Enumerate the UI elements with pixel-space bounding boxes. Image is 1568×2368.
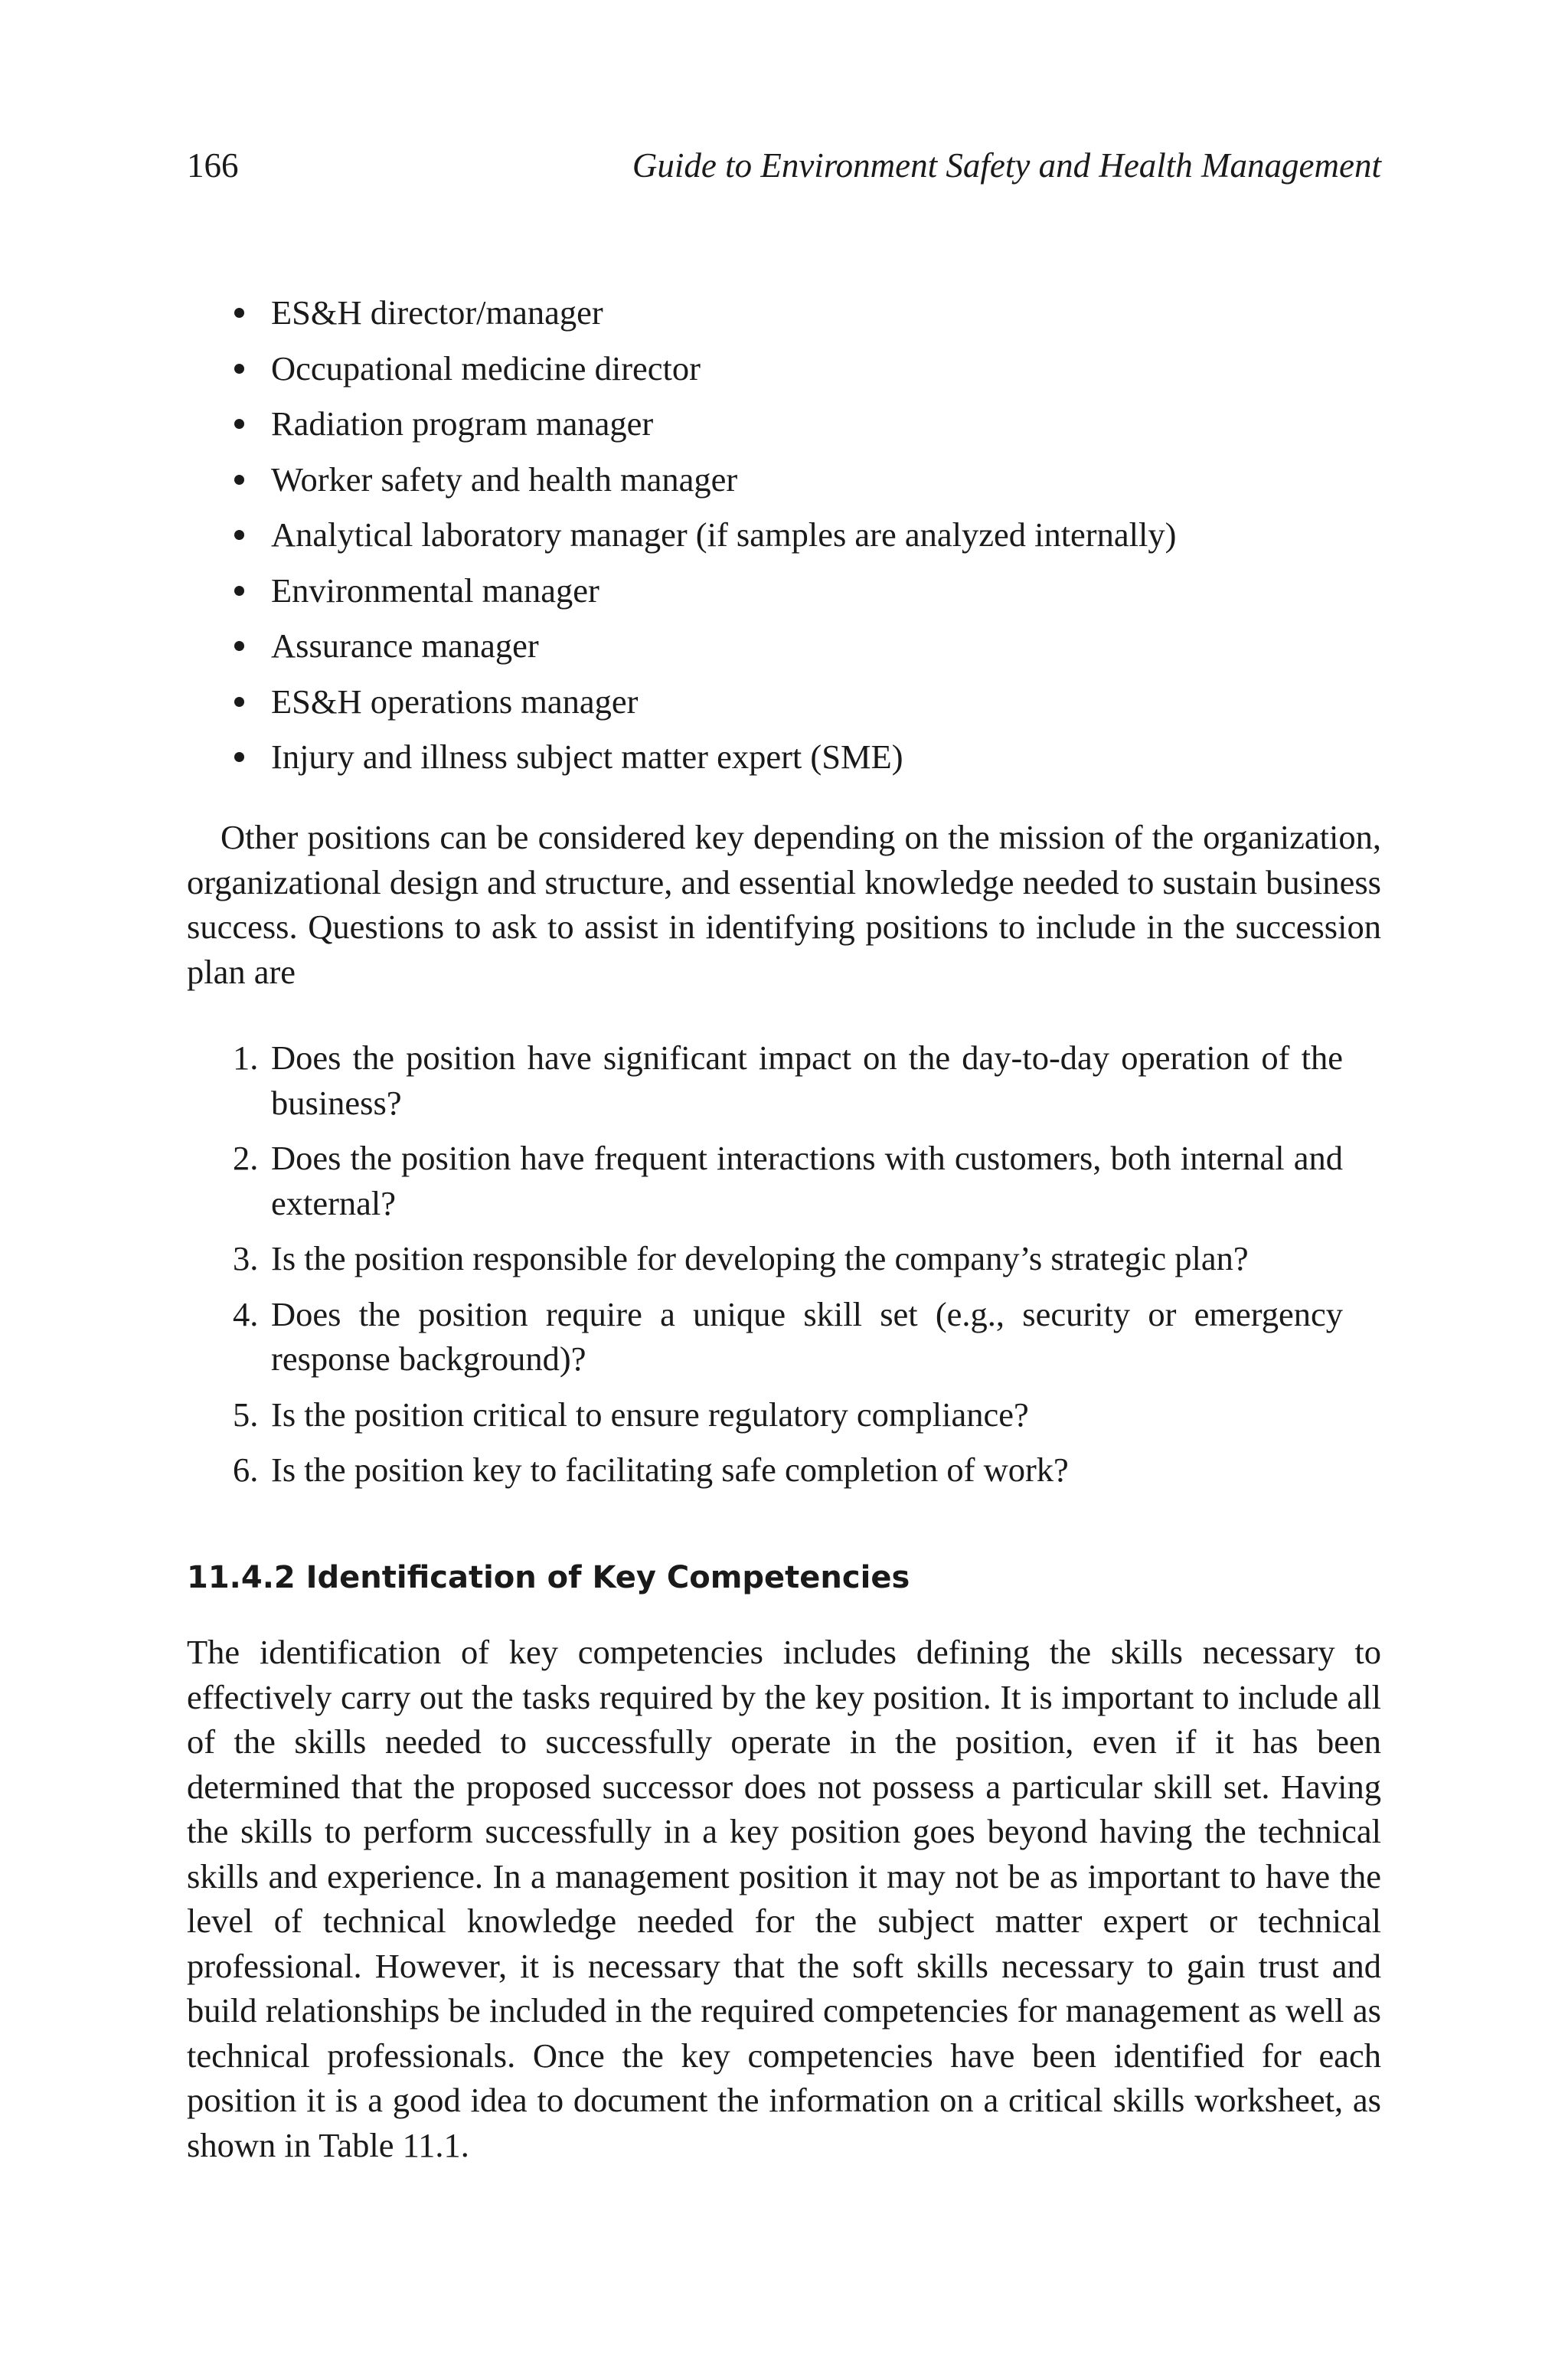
question-item	[187, 1236, 1381, 1281]
question-item	[187, 1035, 1381, 1125]
list-item-text: ES&H director/manager	[271, 293, 603, 332]
list-item	[187, 285, 1381, 341]
list-item-text: Assurance manager	[271, 626, 539, 665]
question-number: 3.	[233, 1239, 259, 1277]
question-text: Is the position responsible for developing the company’s strategic plan?	[271, 1239, 1249, 1277]
list-item	[187, 729, 1381, 785]
bullet-icon	[234, 364, 244, 374]
question-item	[187, 1392, 1381, 1437]
question-text: Does the position require a unique skill set (e.g., security or emergency response background)?	[271, 1294, 1343, 1378]
bullet-icon	[234, 586, 244, 596]
question-text: Does the position have significant impact on the day-to-day operation of the business?	[271, 1038, 1343, 1122]
question-item	[187, 1292, 1381, 1382]
list-item-text: Radiation program manager	[271, 404, 654, 443]
question-text: Is the position key to facilitating safe completion of work?	[271, 1451, 1069, 1489]
section-heading: 11.4.2 Identification of Key Competencies	[187, 1560, 910, 1595]
questions-list	[187, 1035, 1381, 1503]
list-item-text: Injury and illness subject matter expert (SME)	[271, 738, 903, 776]
list-item-text: Environmental manager	[271, 571, 599, 610]
bullet-icon	[234, 697, 244, 707]
question-number: 2.	[233, 1139, 259, 1177]
list-item	[187, 674, 1381, 730]
running-title: Guide to Environment Safety and Health Management	[632, 146, 1381, 185]
list-item	[187, 396, 1381, 452]
question-text: Is the position critical to ensure regulatory compliance?	[271, 1395, 1029, 1434]
bullet-icon	[234, 308, 244, 318]
list-item-text: ES&H operations manager	[271, 682, 639, 721]
question-number: 6.	[233, 1451, 259, 1489]
question-item	[187, 1447, 1381, 1493]
list-item	[187, 618, 1381, 674]
question-number: 5.	[233, 1395, 259, 1434]
bullet-icon	[234, 641, 244, 651]
question-item	[187, 1136, 1381, 1225]
list-item-text: Worker safety and health manager	[271, 460, 738, 499]
list-item-text: Occupational medicine director	[271, 348, 701, 388]
question-number: 1.	[233, 1038, 259, 1077]
running-head	[187, 142, 1381, 188]
section-body: The identification of key competencies includes defining the skills necessary to effectively carry out the tasks required by the key position. It is important to include all of the skills needed to successfully operate in the position, even if it has been determined that the proposed successor does not possess a particular skill set. Having the skills to perform successfully in a key position goes beyond having the technical skills and experience. In a management position it may not be as important to have the level of technical knowledge needed for the subject matter expert or technical professional. However, it is necessary that the soft skills necessary to gain trust and build relationships be included in the required competencies for management as well as technical professionals. Once the key competencies have been identified for each position it is a good idea to document the information on a critical skills worksheet, as shown in Table 11.1.	[187, 1633, 1381, 2164]
list-item	[187, 452, 1381, 508]
key-positions-list	[187, 285, 1381, 785]
list-item	[187, 507, 1381, 563]
intro-paragraph: Other positions can be considered key depending on the mission of the organization, organizational design and structure, and essential knowledge needed to sustain business success. Questions to ask to assist in identifying positions to include in the succession plan are	[187, 818, 1381, 991]
bullet-icon	[234, 475, 244, 485]
list-item-text: Analytical laboratory manager (if samples are analyzed internally)	[271, 515, 1177, 554]
list-item	[187, 563, 1381, 619]
bullet-icon	[234, 752, 244, 762]
question-text: Does the position have frequent interactions with customers, both internal and external?	[271, 1139, 1343, 1222]
bullet-icon	[234, 530, 244, 540]
page-number: 166	[187, 146, 239, 185]
bullet-icon	[234, 419, 244, 429]
question-number: 4.	[233, 1294, 259, 1333]
list-item	[187, 341, 1381, 397]
